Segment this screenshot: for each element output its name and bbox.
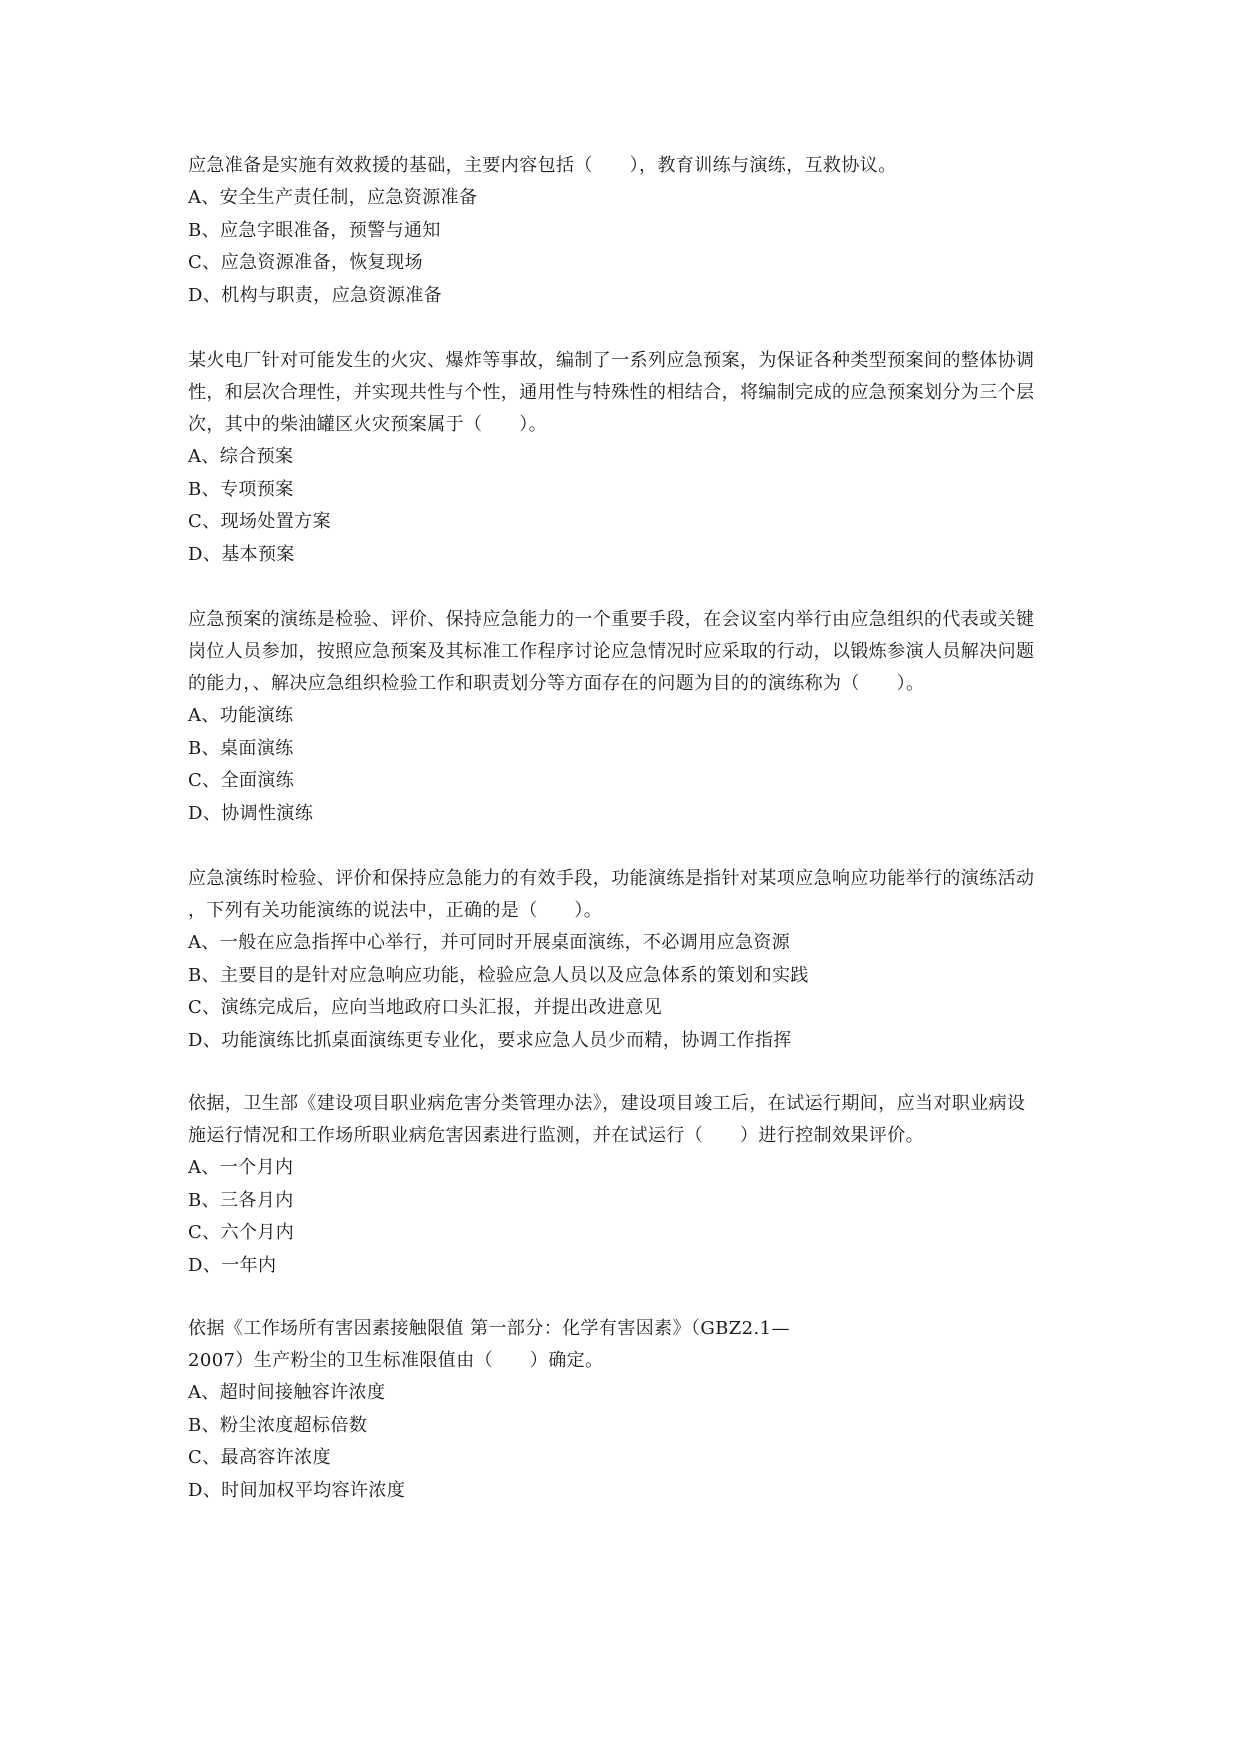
- option-a: A、综合预案: [188, 446, 294, 467]
- option-c: C、现场处置方案: [188, 511, 331, 532]
- question-stem: [188, 345, 1058, 441]
- option-b: B、主要目的是针对应急响应功能，检验应急人员以及应急体系的策划和实践: [188, 964, 809, 986]
- question-stem: [188, 150, 1058, 182]
- option-c: C、应急资源准备，恢复现场: [188, 252, 423, 273]
- option-b: B、应急字眼准备，预警与通知: [188, 219, 441, 241]
- stem-line: 施运行情况和工作场所职业病危害因素进行监测，并在试运行（ ）进行控制效果评价。: [188, 1125, 924, 1146]
- stem-line: 某火电厂针对可能发生的火灾、爆炸等事故，编制了一系列应急预案，为保证各种类型预案间的整体协调: [188, 350, 1035, 371]
- option-d: D、时间加权平均容许浓度: [188, 1479, 406, 1501]
- option-d: D、协调性演练: [188, 802, 314, 824]
- option-b: B、粉尘浓度超标倍数: [188, 1414, 368, 1436]
- spacer: [188, 312, 1058, 345]
- stem-line: 应急演练时检验、评价和保持应急能力的有效手段，功能演练是指针对某项应急响应功能举行的演练活动: [188, 868, 1035, 889]
- document-page: [188, 150, 1058, 1507]
- question-2: [188, 345, 1058, 571]
- question-3: [188, 604, 1058, 830]
- spacer: [188, 1057, 1058, 1088]
- option-a: A、一般在应急指挥中心举行，并可同时开展桌面演练，不必调用应急资源: [188, 932, 791, 953]
- stem-line: 依据，卫生部《建设项目职业病危害分类管理办法》，建设项目竣工后，在试运行期间，应当对职业病设: [188, 1093, 1026, 1114]
- spacer: [188, 830, 1058, 863]
- stem-line: 性，和层次合理性，并实现共性与个性，通用性与特殊性的相结合，将编制完成的应急预案划分为三个层: [188, 382, 1035, 403]
- question-stem: [188, 604, 1058, 700]
- spacer: [188, 1282, 1058, 1313]
- option-a: A、一个月内: [188, 1157, 294, 1178]
- option-b: B、三各月内: [188, 1189, 294, 1211]
- stem-line: 的能力，、解决应急组织检验工作和职责划分等方面存在的问题为目的的演练称为（ ）。: [188, 673, 925, 694]
- question-1: [188, 150, 1058, 312]
- question-stem: [188, 863, 1058, 927]
- option-d: D、基本预案: [188, 543, 295, 565]
- option-b: B、桌面演练: [188, 737, 294, 759]
- stem-line: 次，其中的柴油罐区火灾预案属于（ ）。: [188, 414, 547, 435]
- option-a: A、超时间接触容许浓度: [188, 1382, 386, 1403]
- stem-line: 岗位人员参加，按照应急预案及其标准工作程序讨论应急情况时应采取的行动，以锻炼参演人员解决问题: [188, 641, 1035, 662]
- question-stem: [188, 1313, 1058, 1377]
- stem-line: 依据《工作场所有害因素接触限值 第一部分：化学有害因素》（GBZ2.1—: [188, 1318, 790, 1339]
- stem-line: ，下列有关功能演练的说法中，正确的是（ ）。: [188, 900, 603, 921]
- stem-line: 应急准备是实施有效救援的基础，主要内容包括（ ），教育训练与演练，互救协议。: [188, 155, 897, 176]
- spacer: [188, 571, 1058, 604]
- question-6: [188, 1313, 1058, 1507]
- option-d: D、一年内: [188, 1254, 277, 1276]
- question-4: [188, 863, 1058, 1057]
- option-c: C、全面演练: [188, 770, 295, 791]
- question-stem: [188, 1088, 1058, 1152]
- option-a: A、功能演练: [188, 705, 294, 726]
- option-d: D、机构与职责，应急资源准备: [188, 284, 443, 306]
- option-b: B、专项预案: [188, 478, 294, 500]
- option-a: A、安全生产责任制，应急资源准备: [188, 187, 478, 208]
- stem-line: 2007）生产粉尘的卫生标准限值由（ ）确定。: [188, 1350, 604, 1371]
- option-d: D、功能演练比抓桌面演练更专业化，要求应急人员少而精，协调工作指挥: [188, 1029, 792, 1051]
- option-c: C、最高容许浓度: [188, 1447, 331, 1468]
- stem-line: 应急预案的演练是检验、评价、保持应急能力的一个重要手段，在会议室内举行由应急组织的代表或关键: [188, 609, 1035, 630]
- option-c: C、六个月内: [188, 1222, 295, 1243]
- question-5: [188, 1088, 1058, 1282]
- option-c: C、演练完成后，应向当地政府口头汇报，并提出改进意见: [188, 997, 663, 1018]
